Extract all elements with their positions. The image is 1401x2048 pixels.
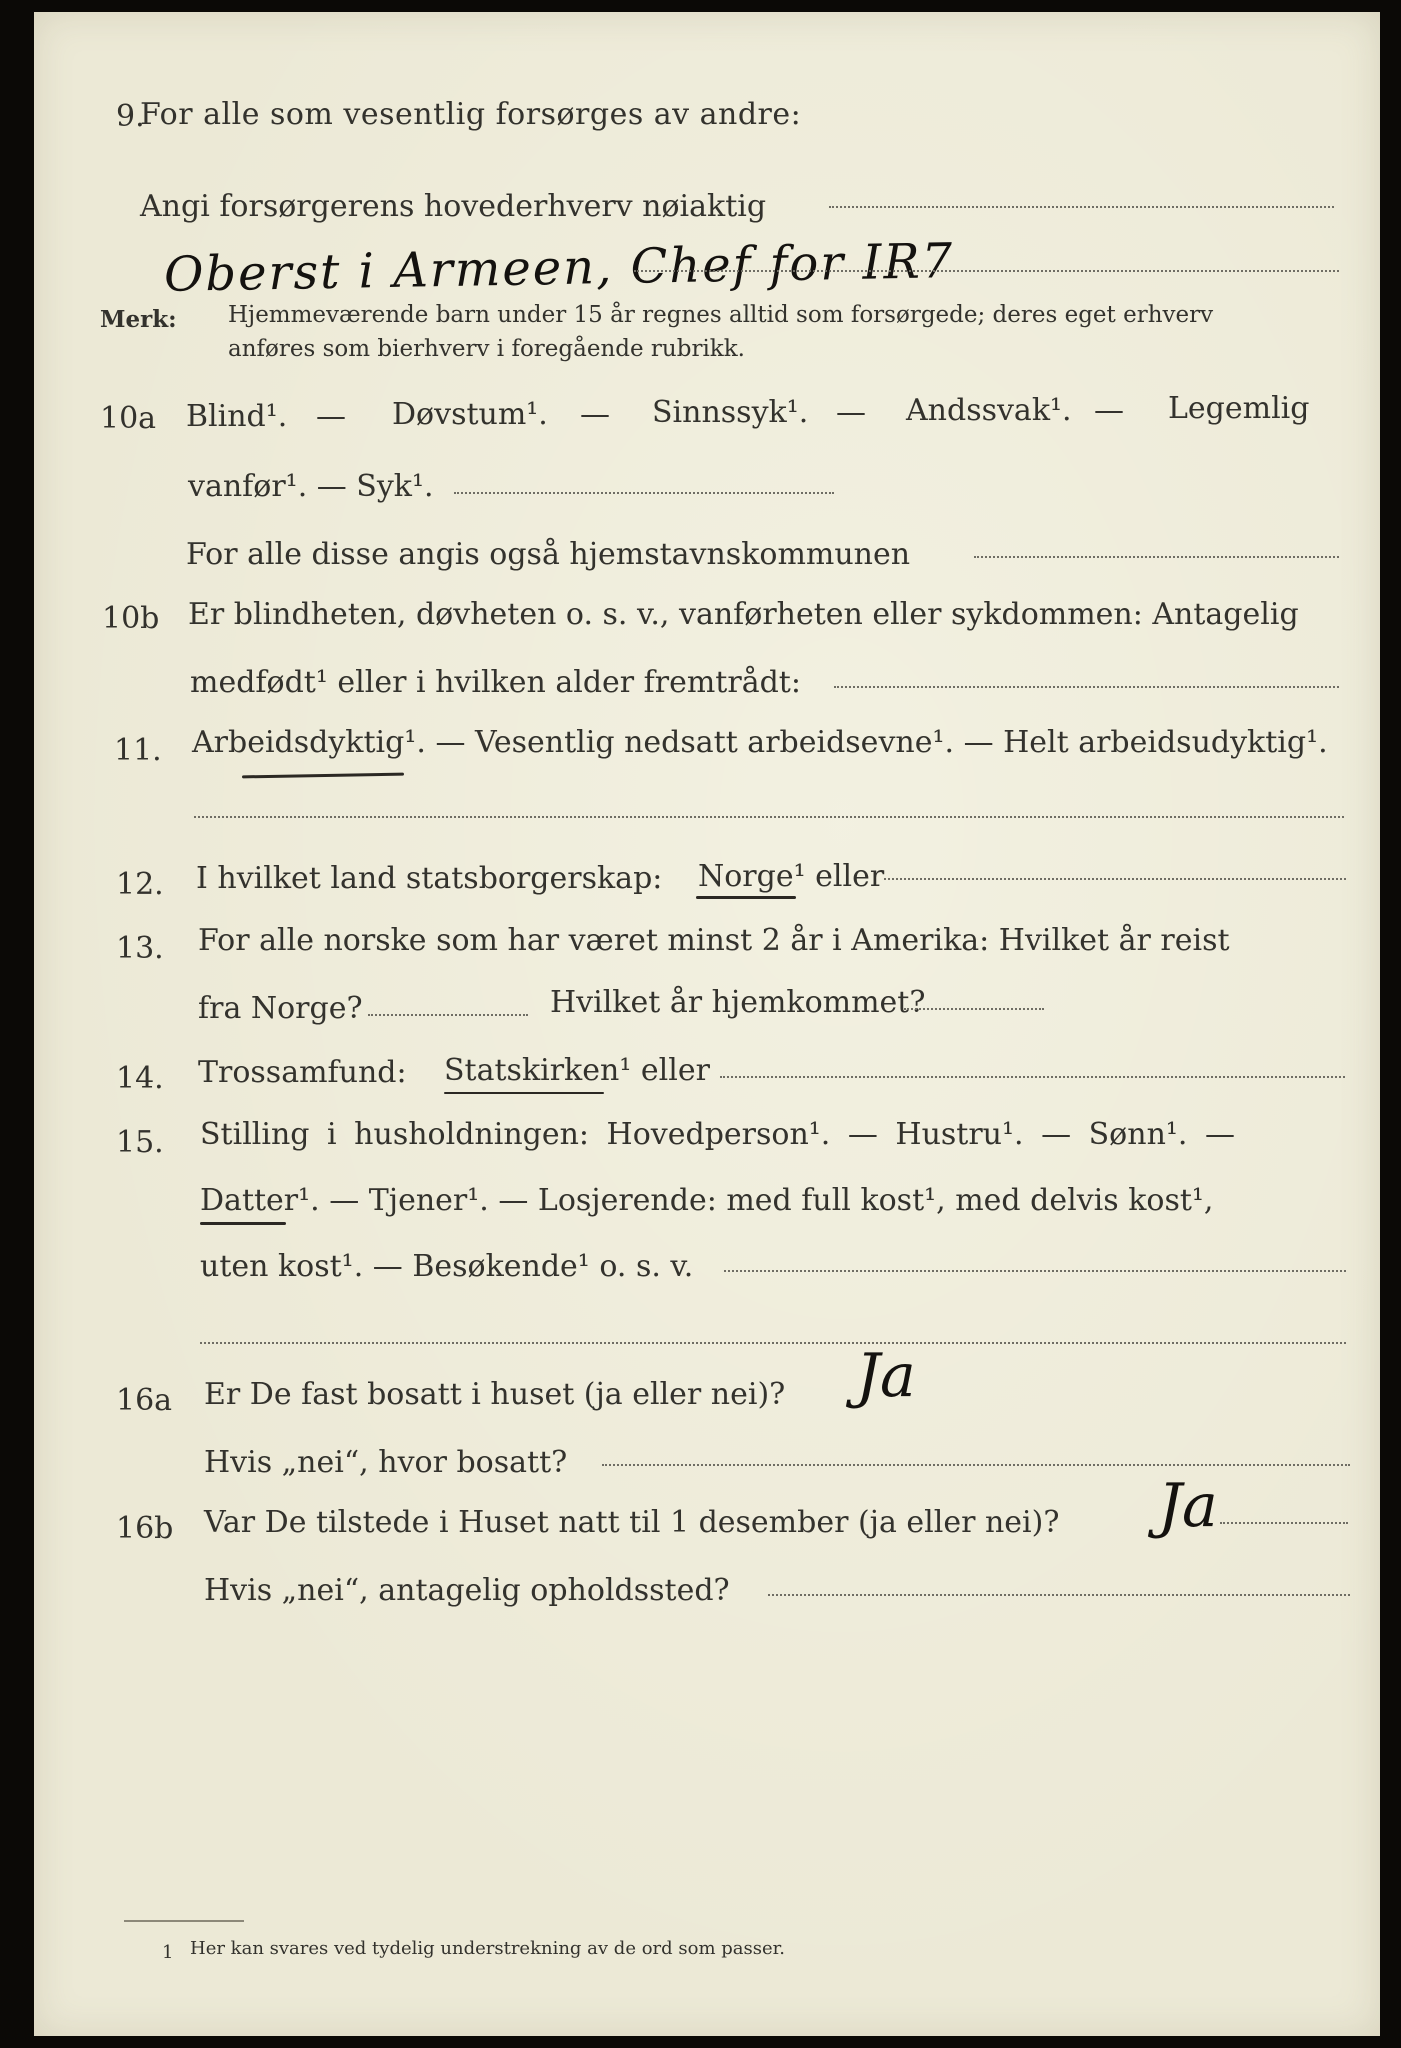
q13-right-question: Hvilket år hjemkommet?	[550, 985, 926, 1020]
option-blind: Blind¹.	[186, 399, 288, 434]
separator: —	[580, 397, 610, 432]
q10b-line-2: medfødt¹ eller i hvilken alder fremtrådt:	[190, 665, 801, 700]
underline-mark	[242, 773, 404, 779]
q14-question: Trossamfund:	[198, 1055, 407, 1090]
q15-line-3: uten kost¹. — Besøkende¹ o. s. v.	[200, 1249, 694, 1284]
footnote-text: Her kan svares ved tydelig understrekning av de ord som passer.	[190, 1938, 785, 1959]
census-form-sheet	[34, 12, 1380, 2036]
answer-line	[834, 686, 1339, 688]
q13-left-question: fra Norge?	[198, 991, 363, 1026]
q16b-question: Var De tilstede i Huset natt til 1 desember (ja eller nei)?	[204, 1505, 1060, 1540]
separator: —	[836, 395, 866, 430]
option-physically: Legemlig	[1168, 391, 1310, 426]
q14-number: 14.	[116, 1061, 164, 1096]
answer-line	[904, 1008, 1044, 1010]
q13-line-1: For alle norske som har været minst 2 år i Amerika: Hvilket år reist	[198, 923, 1230, 958]
answer-line	[368, 1014, 528, 1016]
q15-line-2: Datter¹. — Tjener¹. — Losjerende: med full kost¹, med delvis kost¹,	[200, 1183, 1214, 1218]
handwritten-answer-16b: Ja	[1158, 1471, 1218, 1541]
underline-mark	[200, 1222, 286, 1225]
q10a-number: 10a	[100, 401, 157, 436]
option-insane: Sinnssyk¹.	[652, 395, 809, 430]
note-line-2: anføres som bierhverv i foregående rubrikk.	[228, 336, 745, 362]
footnote-mark: 1	[162, 1942, 174, 1963]
answer-line	[194, 816, 1344, 818]
q16a-number: 16a	[116, 1383, 173, 1418]
answer-line	[200, 1342, 1346, 1344]
answer-line	[634, 270, 1339, 272]
underline-mark	[444, 1092, 604, 1094]
handwritten-provider-occupation: Oberst i Armeen, Chef for IR7	[163, 233, 955, 303]
q16a-followup: Hvis „nei“, hvor bosatt?	[204, 1445, 568, 1480]
answer-line	[724, 1270, 1346, 1272]
footnote-rule	[124, 1920, 244, 1922]
option-state-church: Statskirken¹ eller	[444, 1053, 710, 1088]
q13-number: 13.	[116, 931, 164, 966]
q9-instruction: Angi forsørgerens hovederhverv nøiaktig	[140, 189, 767, 224]
answer-line	[884, 878, 1346, 880]
answer-line	[829, 206, 1334, 208]
answer-line	[454, 492, 834, 494]
q9-question: For alle som vesentlig forsørges av andre:	[140, 97, 802, 132]
q15-number: 15.	[116, 1125, 164, 1160]
answer-line	[768, 1594, 1350, 1596]
separator: —	[316, 399, 346, 434]
q11-number: 11.	[114, 733, 162, 768]
q10a-line-2: vanfør¹. — Syk¹.	[188, 469, 434, 504]
answer-line	[602, 1464, 1350, 1466]
answer-line	[720, 1076, 1345, 1078]
q12-question: I hvilket land statsborgerskap:	[196, 861, 663, 896]
q12-number: 12.	[116, 867, 164, 902]
separator: —	[1094, 393, 1124, 428]
q11-options: Arbeidsdyktig¹. — Vesentlig nedsatt arbeidsevne¹. — Helt arbeidsudyktig¹.	[192, 725, 1328, 760]
note-label: Merk:	[100, 306, 177, 333]
note-line-1: Hjemmeværende barn under 15 år regnes alltid som forsørgede; deres eget erhverv	[228, 302, 1214, 328]
q10b-line-1: Er blindheten, døvheten o. s. v., vanførheten eller sykdommen: Antagelig	[188, 597, 1299, 632]
answer-line	[974, 556, 1339, 558]
option-mentally-disabled: Andssvak¹.	[906, 393, 1072, 428]
answer-line	[1220, 1522, 1348, 1524]
q15-line-1: Stilling i husholdningen: Hovedperson¹. — Hustru¹. — Sønn¹. —	[200, 1117, 1235, 1152]
handwritten-answer-16a: Ja	[856, 1341, 916, 1411]
q16b-number: 16b	[116, 1511, 174, 1546]
q16a-question: Er De fast bosatt i huset (ja eller nei)?	[204, 1377, 786, 1412]
underline-mark	[696, 896, 796, 899]
q10a-line-3: For alle disse angis også hjemstavnskommunen	[186, 537, 911, 572]
option-deaf-mute: Døvstum¹.	[392, 397, 548, 432]
q9-number: 9.	[116, 99, 145, 134]
q10b-number: 10b	[102, 601, 160, 636]
option-norway: Norge¹ eller	[698, 859, 885, 894]
q16b-followup: Hvis „nei“, antagelig opholdssted?	[204, 1573, 730, 1608]
